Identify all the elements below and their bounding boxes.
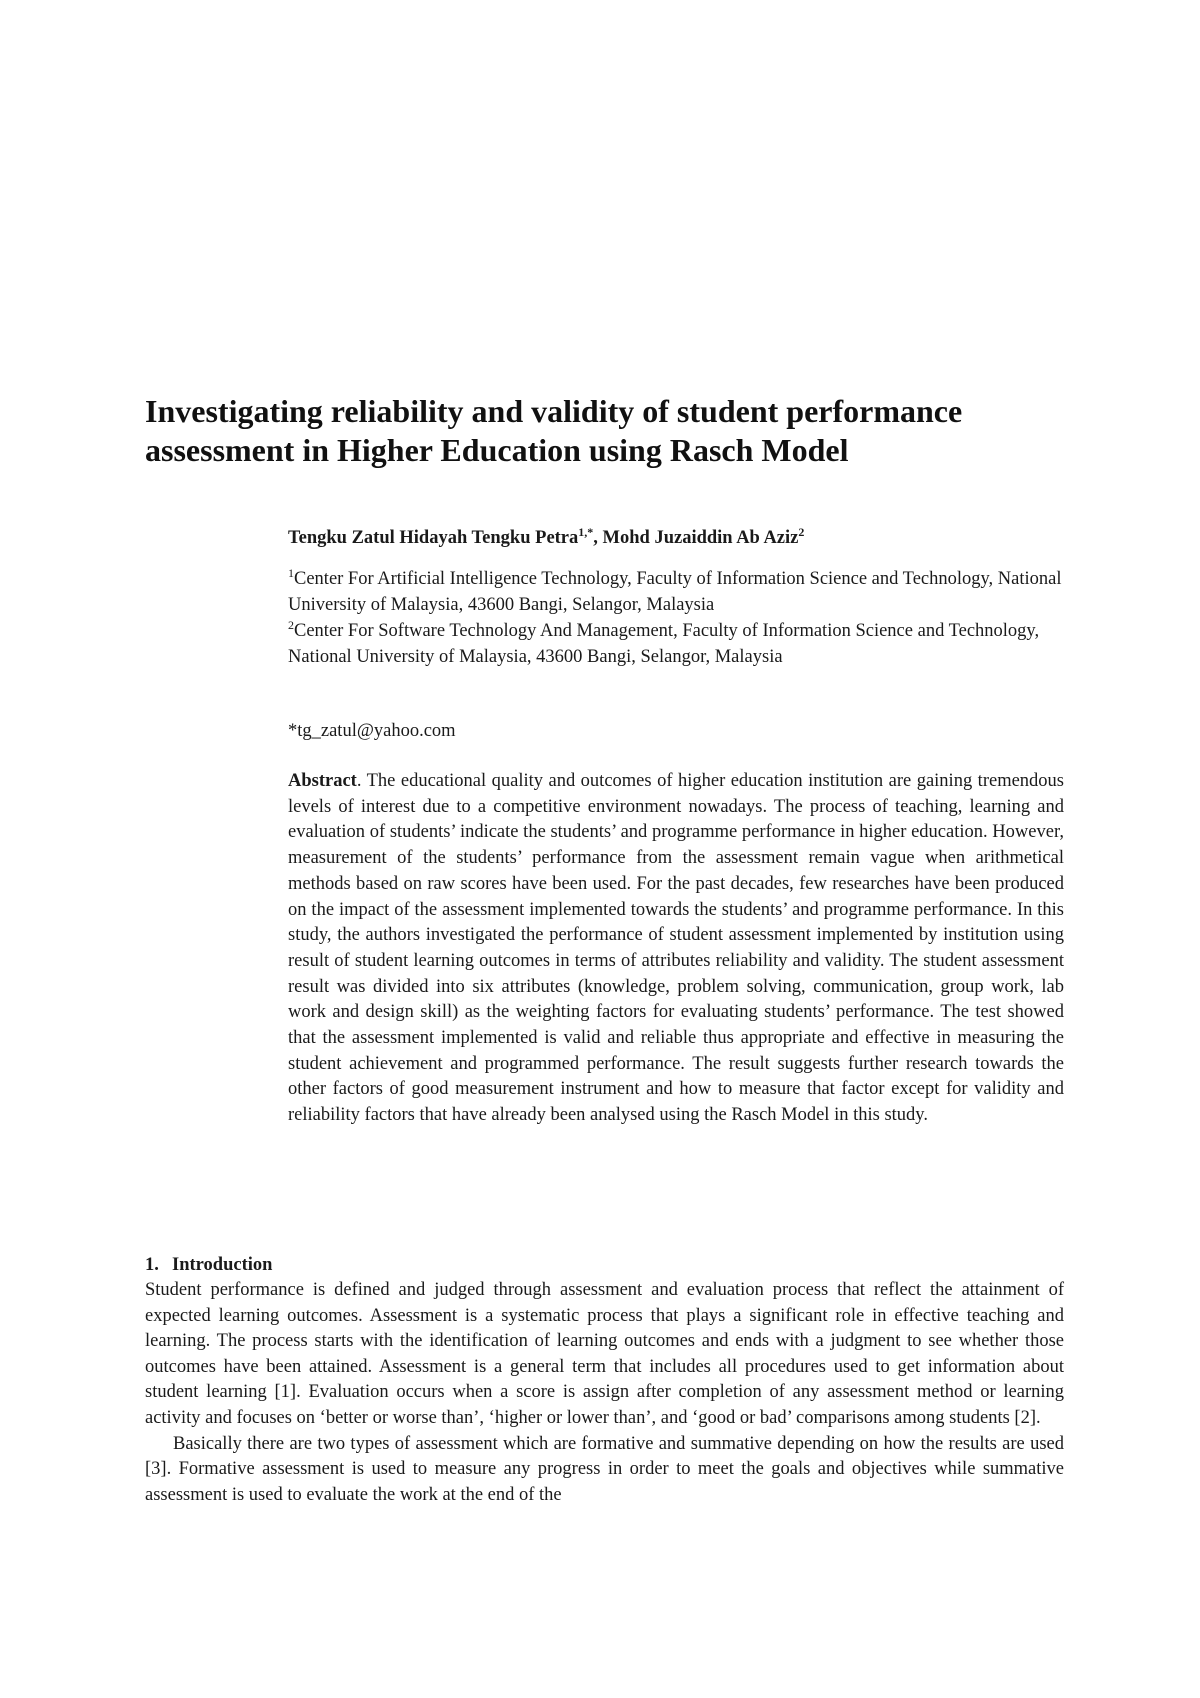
author-name: Tengku Zatul Hidayah Tengku Petra [288,528,579,548]
section-number: 1. [145,1255,159,1275]
abstract-text: . The educational quality and outcomes of higher education institution are gaining tremendous levels of interest due to a competitive environment nowadays. The process of teaching, learning and evaluation of students’ indicate the students’ and programme performance in higher education. However, measurement of the students’ performance from the assessment remain vague when arithmetical methods based on raw scores have been used. For the past decades, few researches have been produced on the impact of the assessment implemented towards the students’ and programme performance. In this study, the authors investigated the performance of student assessment implemented by institution using result of student learning outcomes in terms of attributes reliability and validity. The student assessment result was divided into six attributes (knowledge, problem solving, communication, group work, lab work and design skill) as the weighting factors for evaluating students’ performance. The test showed that the assessment implemented is valid and reliable thus appropriate and effective in measuring the student achievement and programmed performance. The result suggests further research towards the other factors of good measurement instrument and how to measure that factor except for validity and reliability factors that have already been analysed using the Rasch Model in this study. [288,771,1064,1126]
paper-title: Investigating reliability and validity of student performance assessment in Higher Education using Rasch Model [145,393,963,468]
affiliations [288,566,1078,670]
author-affiliation-mark: 2 [798,525,805,539]
abstract [288,769,1064,1129]
affiliation-text: Center For Software Technology And Management, Faculty of Information Science and Technology, National University of Malaysia, 43600 Bangi, Selangor, Malaysia [288,621,1040,667]
author-affiliation-mark: 1,* [578,525,594,539]
author-name: Mohd Juzaiddin Ab Aziz [602,528,799,548]
affiliation-mark: 2 [288,618,294,632]
affiliation-2 [288,618,1078,670]
section-heading [145,1253,1064,1278]
abstract-label: Abstract [288,771,357,791]
paragraph: Basically there are two types of assessment which are formative and summative depending on how the results are used [3]. Formative assessment is used to measure any progress in order to meet the goals and objectives while summative assessment is used to evaluate the work at the end of the [145,1433,1064,1505]
author-list [288,526,1078,550]
corresponding-email: *tg_zatul@yahoo.com [288,721,456,741]
paragraph: Student performance is defined and judged through assessment and evaluation process that reflect the attainment of expected learning outcomes. Assessment is a systematic process that plays a significant role in effective teaching and learning. The process starts with the identification of learning outcomes and ends with a judgment to see whether those outcomes have been attained. Assessment is a general term that includes all procedures used to get information about student learning [1]. Evaluation occurs when a score is assign after completion of any assessment method or learning activity and focuses on ‘better or worse than’, ‘higher or lower than’, and ‘good or bad’ comparisons among students [2]. [145,1280,1064,1428]
affiliation-1 [288,566,1078,618]
affiliation-text: Center For Artificial Intelligence Technology, Faculty of Information Science and Technology, National University of Malaysia, 43600 Bangi, Selangor, Malaysia [288,569,1062,615]
author-separator: , [593,528,603,548]
affiliation-mark: 1 [288,566,294,580]
section-title: Introduction [172,1255,273,1275]
introduction-section [145,1253,1064,1508]
